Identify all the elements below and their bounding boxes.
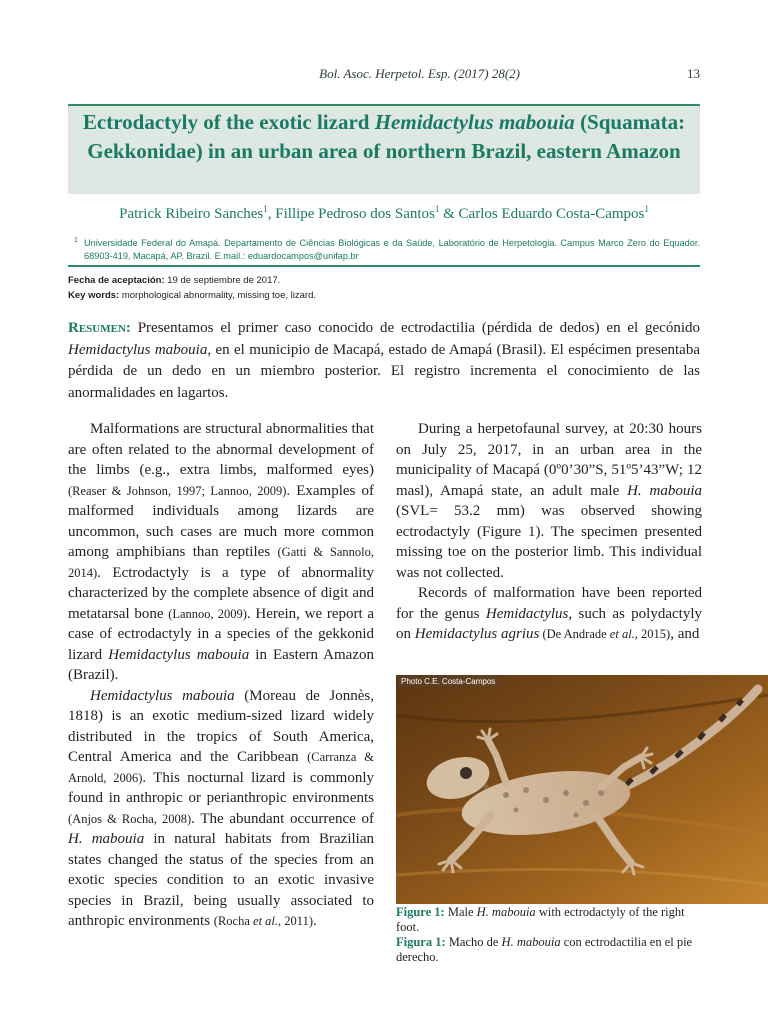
citation-part: (De Andrade: [539, 627, 610, 641]
text-run: .: [312, 913, 317, 929]
species-name: H. mabouia: [68, 831, 145, 847]
acceptance-date: [68, 275, 700, 286]
figure-caption-en: [396, 905, 702, 935]
abstract-label: Resumen:: [68, 320, 131, 336]
author-sep-2: &: [439, 206, 459, 222]
title-species: Hemidactylus mabouia: [374, 110, 575, 134]
acceptance-label: Fecha de aceptación:: [68, 275, 165, 286]
paragraph: [68, 419, 374, 686]
text-run: (Moreau de Jonnès, 1818) is an exotic medium-sized lizard widely distributed in the tropics of South America, Central America and the Caribbean: [68, 687, 374, 765]
article-title: [68, 108, 700, 166]
keywords: [68, 290, 700, 301]
text-run: , and: [670, 626, 700, 642]
citation: (Reaser & Johnson, 1997; Lannoo, 2009): [68, 483, 287, 498]
species-name: H. mabouia: [627, 482, 702, 499]
paragraph: [396, 419, 702, 583]
keywords-value: morphological abnormality, missing toe, lizard.: [119, 290, 316, 301]
title-part-1: Ectrodactyly of the exotic lizard: [82, 110, 375, 134]
journal-citation: Bol. Asoc. Herpetol. Esp. (2017) 28(2): [319, 66, 520, 81]
text-run: . Herein, we report a case of ectrodactyly in a species of the gekkonid lizard: [68, 605, 374, 663]
citation: (Carranza & Arnold, 2006): [68, 750, 374, 785]
species-name: Hemidactylus agrius: [414, 626, 540, 642]
affiliation-rule: [68, 265, 700, 267]
citation-part: (Rocha: [213, 914, 254, 928]
text-run: During a herpetofaunal survey, at 20:30 hours on July 25, 2017, in an urban area in the municipality of Macapá (0º0’30”S, 51º5’43”W; 12 masl), Amapá state, an adult male: [396, 421, 702, 499]
left-column: [68, 419, 374, 932]
caption-text: Male: [444, 905, 477, 919]
citation: [539, 627, 670, 641]
caption-species: H. mabouia: [476, 905, 536, 919]
affiliation-text: Universidade Federal do Amapá. Departamento de Ciências Biológicas e da Saúde, Laboratório de Herpetologia. Campus Marco Zero do Equador. 68903-419, Macapá, AP. Brazil. E.mail.: eduardocampos@unifap.br: [84, 238, 700, 261]
caption-en-label: Figure 1:: [396, 905, 445, 919]
citation-etal: et al.: [253, 914, 279, 928]
author-1: Patrick Ribeiro Sanches: [119, 206, 264, 222]
citation-part: , 2011): [278, 914, 313, 928]
text-run: (SVL= 53.2 mm) was observed showing ectrodactyly (Figure 1). The specimen presented missing toe on the posterior limb. This individual was not collected.: [396, 503, 702, 581]
affiliation: [74, 237, 700, 263]
text-run: Malformations are structural abnormalities that are often related to the abnormal development of the limbs (e.g., extra limbs, malformed eyes): [68, 421, 374, 478]
citation-etal: et al.: [609, 627, 635, 641]
abstract-es: [68, 318, 700, 404]
text-run: Records of malformation have been reported for the genus: [396, 585, 702, 622]
citation: (Gatti & Sannolo, 2014): [68, 545, 374, 580]
paragraph: [68, 686, 374, 932]
genus-name: Hemidactylus: [485, 605, 569, 622]
acceptance-value: 19 de septiembre de 2017.: [164, 275, 281, 286]
text-run: , such as polydactyly on: [396, 605, 703, 642]
page-number: 13: [687, 66, 700, 81]
author-2-affil: 1: [434, 204, 440, 214]
caption-text: Macho de: [445, 935, 502, 949]
citation-part: , 2015): [634, 627, 671, 641]
caption-species: H. mabouia: [501, 935, 561, 949]
photo-credit: Photo C.E. Costa-Campos: [398, 676, 498, 687]
author-3-affil: 1: [644, 204, 649, 214]
text-run: in Eastern Amazon (Brazil).: [68, 646, 374, 683]
keywords-label: Key words:: [68, 290, 120, 301]
species-name: Hemidactylus mabouia: [90, 687, 235, 704]
text-run: in natural habitats from Brazilian states changed the status of the species from an exotic species condition to an exotic invasive species in Brazil, being usually associated to anthropic environments: [68, 831, 374, 929]
author-sep-1: ,: [267, 206, 276, 222]
caption-es-label: Figura 1:: [396, 935, 446, 949]
abstract-species: Hemidactylus mabouia: [68, 341, 208, 358]
text-run: . Examples of malformed individuals among lizards are uncommon, such cases are much more common among amphibians than reptiles: [68, 482, 374, 560]
citation: (Anjos & Rocha, 2008): [68, 811, 192, 826]
affiliation-marker: 1: [74, 237, 78, 244]
citation: (Lannoo, 2009): [168, 606, 247, 621]
figure-caption-es: [396, 935, 702, 965]
right-column: [396, 419, 702, 645]
gecko-photo-illustration: [396, 675, 768, 904]
species-name: Hemidactylus mabouia: [108, 646, 250, 663]
author-2: Fillipe Pedroso dos Santos: [275, 206, 435, 222]
citation: [214, 914, 313, 928]
author-3: Carlos Eduardo Costa-Campos: [458, 206, 645, 222]
abstract-text-2: , en el municipio de Macapá, estado de Amapá (Brasil). El espécimen presentaba pérdida de un dedo en un miembro posterior. El registro incrementa el conocimiento de las anormalidades en lagartos.: [68, 341, 700, 401]
title-part-2: (Squamata: Gekkonidae) in an urban area of northern Brazil, eastern Amazon: [87, 110, 686, 163]
text-run: . This nocturnal lizard is commonly found in anthropic or perianthropic environments: [68, 769, 375, 806]
caption-text: with ectrodactyly of the right foot.: [396, 905, 685, 934]
author-1-affil: 1: [263, 204, 268, 214]
abstract-text-1: Presentamos el primer caso conocido de ectrodactilia (pérdida de dedos) en el gecónido: [130, 320, 700, 336]
author-list: [68, 204, 700, 223]
text-run: . Ectrodactyly is a type of abnormality characterized by the complete absence of digit and metatarsal bone: [68, 564, 374, 622]
figure-photo: [396, 675, 768, 904]
text-run: . The abundant occurrence of: [191, 810, 374, 827]
paragraph: [396, 583, 702, 645]
caption-text: con ectrodactilia en el pie derecho.: [396, 935, 693, 964]
